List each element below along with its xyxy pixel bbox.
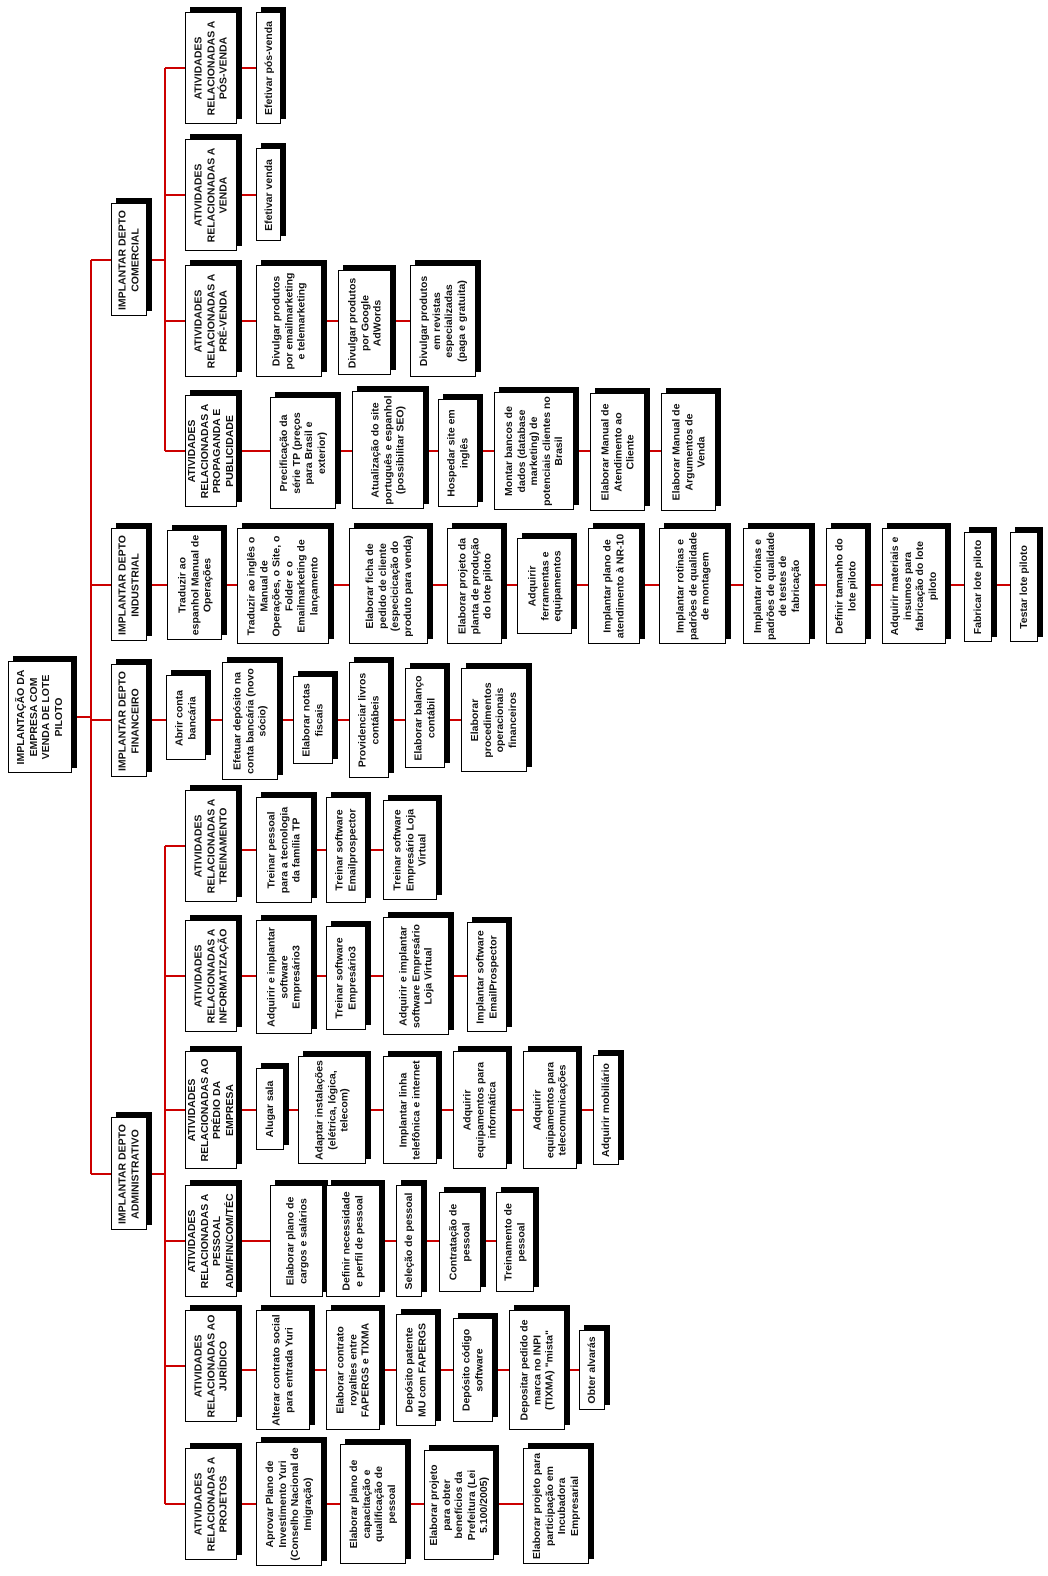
activity-box [593,1055,619,1165]
group-juridico-node [185,1310,237,1422]
activity-box [383,917,449,1035]
activity-box [467,922,507,1032]
group-label: ATIVIDADES RELACIONADAS AO JURÍDICO [192,1314,230,1418]
group-informatizacao-node [185,920,237,1032]
activity-box [256,12,281,124]
activity-box [326,1310,380,1430]
activity-box [256,1442,322,1566]
activity-label: Elaborar contrato royalties entre FAPERGS e TIXMA [334,1322,372,1418]
activity-label: Adaptar instalações (elétrica, lógica, telecom) [313,1060,351,1160]
root-node-label: IMPLANTAÇÃO DA EMPRESA COM VENDA DE LOTE PILOTO [15,669,65,765]
activity-label: Implantar rotinas e padrões de qualidade de montagem [673,532,711,640]
activity-box [523,1051,577,1169]
group-treinamento-node [185,790,237,902]
group-label: ATIVIDADES RELACIONADAS A TREINAMENTO [192,798,230,894]
activity-box [396,1185,422,1297]
dept-financeiro-node [111,664,147,777]
activity-box [270,1185,323,1297]
group-pos-venda-node [185,12,237,124]
activity-label: Testar lote piloto [1017,545,1030,629]
activity-label: Divulgar produtos por emailmarketing e telemarketing [270,272,308,370]
group-propaganda-node [185,395,237,507]
activity-label: Elaborar notas fiscais [300,683,325,757]
activity-box [1010,532,1038,642]
activity-box [579,1330,605,1410]
root-node [8,661,72,773]
activity-label: Divulgar produtos por Google AdWords [345,277,383,368]
activity-label: Providenciar livros contábeis [356,672,381,768]
activity-label: Adquirir e implantar software Empresário3 [265,927,303,1027]
dept-industrial-node [111,528,147,641]
activity-label: Adquirir materiais e insumos para fabricação do lote piloto [889,536,939,636]
group-label: ATIVIDADES RELACIONADAS A PESSOAL ADM/FIN/COM/TÉC [186,1193,236,1289]
activity-label: Divulgar produtos em revistas especializadas (paga e gratuita) [418,275,468,367]
activity-label: Precificação da série TP (preços para Brasil e exterior) [278,412,328,494]
activity-label: Obter alvarás [585,1336,598,1404]
activity-box [494,392,574,510]
activity-box [453,1051,507,1169]
activity-box [410,265,476,377]
activity-label: Abrir conta bancária [173,689,198,746]
group-projetos-node [185,1448,237,1560]
activity-box [743,528,810,644]
group-predio-node [185,1051,237,1169]
activity-label: Elaborar projeto da planta de produção do lote piloto [455,537,493,635]
activity-box [256,1310,310,1430]
dept-financeiro-label: IMPLANTAR DEPTO FINANCEIRO [116,670,141,771]
activity-box [383,1056,437,1164]
activity-label: Hospedar site em inglês [445,409,470,497]
group-label: ATIVIDADES RELACIONADAS A INFORMATIZAÇÃO [192,928,230,1024]
activity-box [326,797,366,903]
activity-label: Traduzir ao inglês o Manual de Operações, o Site, o Folder e o Emailmarketing de lançamento [245,535,320,637]
activity-label: Efetivar venda [262,158,275,231]
activity-box [166,675,206,760]
activity-label: Adquirir ferramentas e equipamentos [525,550,563,622]
activity-label: Definir necessidade e perfil de pessoal [340,1191,365,1291]
activity-label: Definir tamanho do lote piloto [833,538,858,634]
activity-box [439,1192,481,1292]
activity-box [340,1444,406,1564]
activity-label: Elaborar projeto para obter benefícios da Prefeitura (Lei 5.100/2005) [427,1464,490,1546]
activity-label: Alterar contrato social para entrada Yuri [270,1314,295,1426]
activity-box [396,1314,436,1426]
activity-box [405,668,445,768]
activity-label: Alugar sala [263,1080,276,1138]
dept-comercial-label: IMPLANTAR DEPTO COMERCIAL [116,209,141,310]
activity-box [517,538,572,634]
activity-box [383,800,437,900]
activity-label: Atualização do site português e espanhol (possibilitar SEO) [369,395,407,505]
dept-comercial-node [111,203,147,316]
activity-box [447,528,502,644]
activity-label: Elaborar ficha de pedido de cliente (especicicação do produto para venda) [363,535,413,637]
activity-box [882,528,946,644]
activity-label: Implantar software EmailProspector [474,930,499,1024]
activity-label: Aprovar Plano de Investimento Yuri (Conselho Nacional de Imigração) [264,1447,314,1561]
activity-box [326,1185,380,1297]
activity-box [222,662,278,780]
activity-label: Adquirir e implantar software Empresário Loja Virtual [397,924,435,1028]
activity-label: Elaborar procedimentos operacionais financeiros [469,682,519,758]
activity-box [496,1192,534,1292]
activity-box [293,676,333,764]
activity-box [256,148,281,241]
activity-box [661,393,716,511]
activity-box [256,265,322,377]
activity-box [659,528,726,644]
activity-label: Implantar plano de atendimento à NR-10 [601,533,626,639]
activity-label: Elaborar plano de capacitação e qualificação de pessoal [348,1459,398,1549]
group-label: ATIVIDADES RELACIONADAS A PROJETOS [192,1456,230,1552]
activity-label: Contratação de pessoal [447,1203,472,1281]
activity-box [349,662,389,778]
activity-box [256,920,312,1034]
activity-box [237,528,329,644]
activity-label: Efetuar depósito na conta bancária (novo sócio) [231,668,269,774]
group-label: ATIVIDADES RELACIONADAS AO PRÉDIO DA EMPRESA [186,1058,236,1162]
activity-label: Adquirir equipamentos para telecomunicações [531,1061,569,1159]
activity-label: Elaborar Manual de Atendimento ao Cliente [598,403,636,501]
group-label: ATIVIDADES RELACIONADAS A PROPAGANDA E PUBLICIDADE [186,403,236,499]
activity-box [453,1318,493,1422]
activity-box [461,668,527,772]
activity-label: Treinar software Emailprospector [333,808,358,892]
activity-label: Elaborar Manual de Argumentos de Venda [669,403,707,501]
activity-label: Treinamento de pessoal [502,1203,527,1281]
activity-label: Adquirir equipamentos para informática [461,1061,499,1159]
activity-label: Efetivar pós-venda [262,21,275,115]
activity-label: Montar bancos de dados (database marketing) de potenciais clientes no Brasil [502,396,565,506]
activity-box [270,397,336,509]
group-label: ATIVIDADES RELACIONADAS A PÓS-VENDA [192,20,230,116]
activity-box [298,1056,366,1164]
activity-box [509,1310,565,1430]
activity-label: Elaborar plano de cargos e salários [284,1196,309,1286]
activity-label: Seleção de pessoal [402,1192,415,1290]
group-venda-node [185,139,237,251]
activity-label: Elaborar projeto para participação em Incubadora Empresarial [531,1452,581,1560]
activity-box [523,1448,589,1564]
group-pessoal-node [185,1185,237,1297]
group-label: ATIVIDADES RELACIONADAS A PRÉ-VENDA [192,273,230,369]
activity-label: Fabricar lote piloto [971,539,984,635]
group-label: ATIVIDADES RELACIONADAS A VENDA [192,147,230,243]
activity-label: Depósito patente MU com FAPERGS [403,1323,428,1417]
activity-box [588,528,640,644]
activity-label: Depositar pedido de marca no INPI (TIXMA) "mista" [518,1319,556,1421]
activity-label: Depósito código software [460,1328,485,1412]
activity-box [424,1450,494,1560]
activity-label: Implantar linha telefônica e internet [397,1060,422,1160]
activity-label: Treinar software Empresário3 [333,937,358,1019]
dept-administrativo-node [111,1117,147,1230]
activity-box [167,530,222,640]
activity-box [352,391,424,509]
group-pre-venda-node [185,265,237,377]
activity-label: Treinar pessoal para a tecnologia da família TP [265,806,303,894]
activity-box [349,528,428,644]
activity-box [964,532,992,642]
activity-box [338,270,391,375]
activity-label: Elaborar balanço contábil [412,675,437,761]
activity-box [256,1068,284,1150]
activity-label: Traduzir ao espanhol Manual de Operações [175,534,213,636]
dept-administrativo-label: IMPLANTAR DEPTO ADMINISTRATIVO [116,1123,141,1224]
activity-box [256,797,312,903]
activity-label: Implantar rotinas e padrões de qualidade de testes de fabricação [751,532,801,640]
activity-label: Adquirir mobiliário [599,1063,612,1157]
activity-box [438,399,478,507]
activity-box [590,393,645,511]
dept-industrial-label: IMPLANTAR DEPTO INDUSTRIAL [116,534,141,635]
activity-box [826,528,866,644]
activity-box [326,926,366,1030]
activity-label: Treinar software Empresário Loja Virtual [391,808,429,892]
